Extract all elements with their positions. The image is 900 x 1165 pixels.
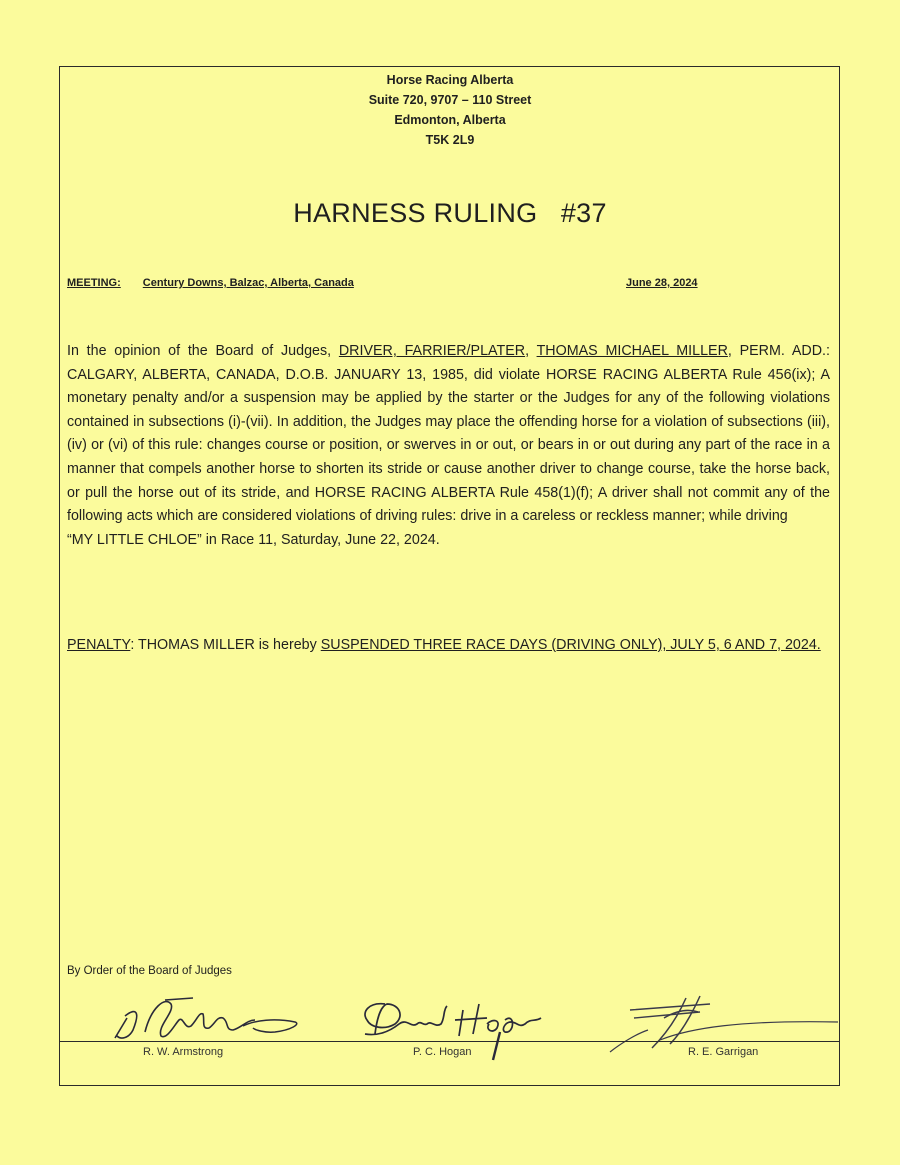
address-line-2: Edmonton, Alberta [394,113,506,127]
address-line-1: Suite 720, 9707 – 110 Street [368,93,532,107]
penalty-label: PENALTY [67,637,131,653]
page-title: HARNESS RULING #37 [293,198,607,228]
penalty-paragraph [67,633,830,657]
ruling-intro: In the opinion of the Board of Judges, [67,343,339,359]
by-order-text: By Order of the Board of Judges [67,965,232,977]
ruling-text: , PERM. ADD.: CALGARY, ALBERTA, CANADA, D.O.B. JANUARY 13, 1985, did violate HORSE RACING ALBERTA Rule 456(ix); A monetary penalty and/or a suspension may be applied by the starter or the Judges for any of the following violations contained in subsections (i)-(vii). In addition, the Judges may place the offending horse for a violation of subsections (iii), (iv) or (vi) of this rule: changes course or position, or swerves in or out, or bears in or out during any part of the race in a manner that compels another horse to shorten its stride or cause another driver to change course, take the horse back, or pull the horse out of its stride, and HORSE RACING ALBERTA Rule 458(1)(f); A driver shall not commit any of the following acts which are considered violations of driving rules: drive in a careless or reckless manner; while driving [67,343,830,525]
signature-line [59,1041,840,1042]
judge-name-armstrong: R. W. Armstrong [143,1046,224,1058]
ruling-person-name: THOMAS MICHAEL MILLER [536,343,728,359]
ruling-horse-line: “MY LITTLE CHLOE” in Race 11, Saturday, June 22, 2024. [67,531,440,548]
ruling-paragraph [67,340,830,552]
penalty-text: SUSPENDED THREE RACE DAYS (DRIVING ONLY), JULY 5, 6 AND 7, 2024. [320,637,821,653]
postal-code: T5K 2L9 [425,133,475,147]
penalty-intro: : THOMAS MILLER is hereby [130,637,321,653]
judge-name-garrigan: R. E. Garrigan [688,1046,759,1058]
meeting-date: June 28, 2024 [626,277,698,289]
ruling-roles: DRIVER, FARRIER/PLATER [338,343,526,359]
signature-armstrong [105,990,310,1045]
meeting-label: MEETING: [67,277,121,289]
meeting-line [67,277,354,289]
meeting-venue: Century Downs, Balzac, Alberta, Canada [142,277,354,289]
ruling-sep: , [525,343,537,359]
org-name: Horse Racing Alberta [386,73,514,87]
judge-name-hogan: P. C. Hogan [413,1046,472,1058]
